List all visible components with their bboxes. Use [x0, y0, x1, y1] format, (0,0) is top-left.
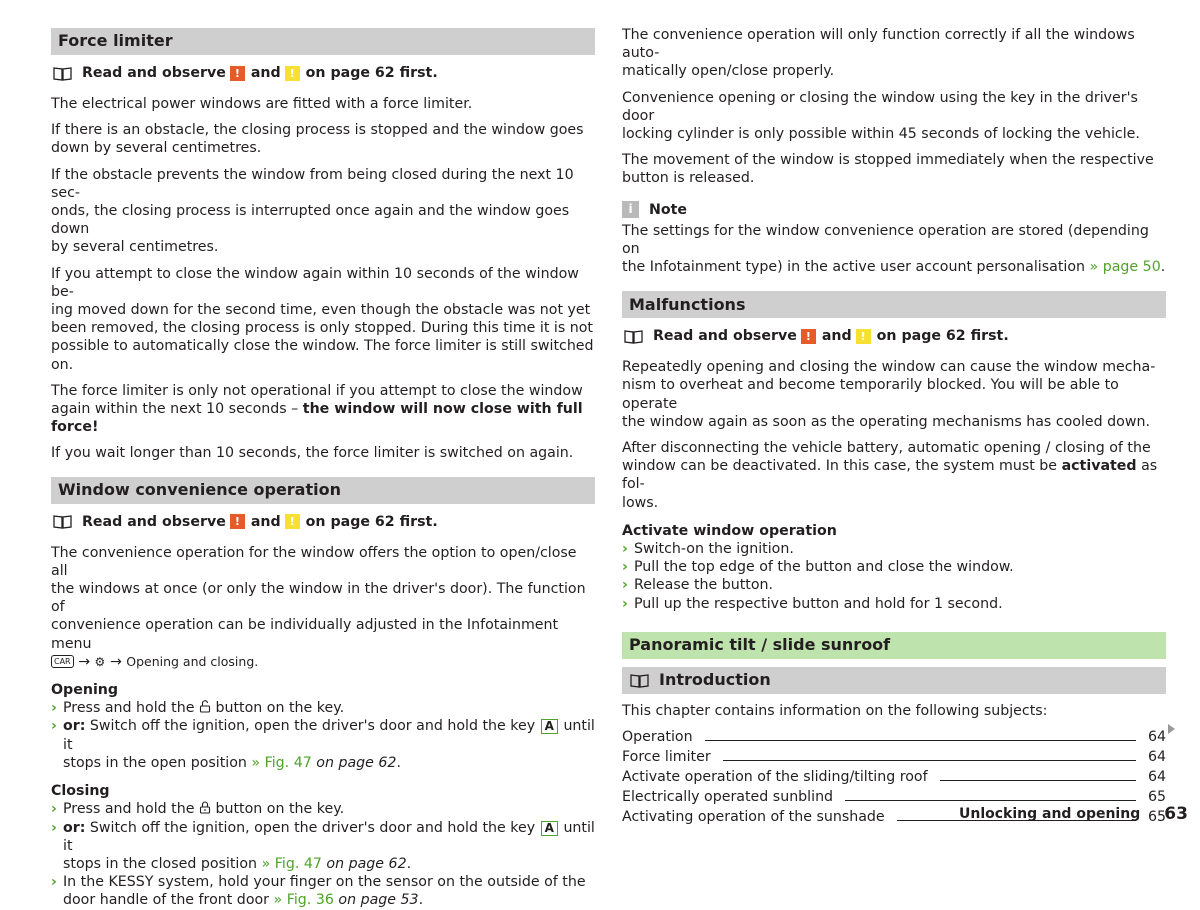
paragraph: [622, 439, 1166, 512]
chevron-right-icon: ›: [51, 718, 57, 735]
chevron-right-icon: ›: [51, 700, 57, 717]
read-observe-and: and: [250, 64, 281, 81]
step-item: [622, 540, 1166, 558]
warning-yellow-icon[interactable]: !: [856, 329, 871, 344]
list-text: [63, 800, 344, 818]
warning-text: the window will now close with full force!: [51, 401, 583, 436]
line: window can be deactivated. In this case, the system must be: [622, 458, 1062, 475]
warning-red-icon[interactable]: !: [230, 66, 245, 81]
info-icon: i: [622, 201, 639, 218]
chevron-right-icon: ›: [622, 541, 628, 558]
text: until it: [63, 819, 595, 854]
list-item: [51, 717, 595, 772]
page-footer: [959, 805, 1188, 823]
line: possible to automatically close the window. The force limiter is still switched: [51, 338, 594, 355]
text: or:: [63, 819, 86, 836]
chevron-right-icon: ›: [51, 801, 57, 818]
step-text: Pull the top edge of the button and close the window.: [634, 559, 1014, 576]
chevron-right-icon: ›: [51, 874, 57, 891]
text: or:: [63, 718, 86, 735]
menu-arrow: →: [78, 653, 91, 670]
note-text: The settings for the window convenience operation are stored (depending on the Infotainment type) in the active user account personalisation » page 50.: [622, 222, 1166, 276]
toc-leader: [723, 760, 1136, 761]
intro-text: This chapter contains information on the following subjects:: [622, 702, 1048, 719]
heading-text: Panoramic tilt / slide sunroof: [629, 635, 891, 655]
read-observe-and: and: [821, 328, 852, 345]
list-item: [51, 819, 595, 874]
toc-entry[interactable]: [622, 726, 1166, 746]
menu-arrow: →: [109, 653, 122, 670]
text: door handle of the front door: [63, 892, 270, 909]
section-heading-sunroof: [622, 632, 1166, 659]
list-text: In the KESSY system, hold your finger on the sensor on the outside of the door handle of the front door » Fig. 36 on page 53.: [63, 874, 586, 909]
heading-text: Introduction: [659, 670, 771, 690]
list-text: or: Switch off the ignition, open the driver's door and hold the key A until it stops in the closed position » Fig. 47 on page 62.: [63, 819, 595, 872]
line: locking cylinder is only possible within 45 seconds of locking the vehicle.: [622, 126, 1140, 143]
line: If there is an obstacle, the closing process is stopped and the window goes: [51, 122, 584, 139]
read-observe-pre: Read and observe: [82, 64, 226, 81]
heading-text: Window convenience operation: [58, 480, 341, 500]
text: stops in the open position: [63, 754, 247, 771]
convenience-body: [51, 544, 595, 910]
line: onds, the closing process is interrupted once again and the window goes down: [51, 203, 570, 238]
figure-link[interactable]: » Fig. 36: [273, 892, 334, 909]
step-item: [622, 558, 1166, 576]
page-ref: on page 62: [316, 754, 397, 771]
line: ing moved down for the second time, even though the obstacle was not yet: [51, 302, 591, 319]
toc-label: Operation: [622, 728, 693, 745]
step-text: Pull up the respective button and hold for 1 second.: [634, 595, 1003, 612]
line: matically open/close properly.: [622, 63, 835, 80]
toc-page: 64: [1148, 768, 1167, 785]
toc-label: Electrically operated sunblind: [622, 788, 834, 805]
toc-entry[interactable]: [622, 786, 1166, 806]
figure-link[interactable]: » Fig. 47: [261, 855, 322, 872]
toc-page: 65: [1148, 808, 1167, 825]
line: on.: [51, 356, 74, 373]
line: been removed, the closing process is only stopped. During this time it is not: [51, 320, 593, 337]
toc-page: 64: [1148, 748, 1167, 765]
closing-title: Closing: [51, 783, 110, 800]
line: The convenience operation for the window offers the option to open/close all: [51, 544, 577, 579]
paragraph: [622, 26, 1166, 81]
line: down by several centimetres.: [51, 140, 262, 157]
book-icon: [53, 66, 72, 81]
page-ref: on page 62: [326, 855, 407, 872]
paragraph: [622, 151, 1166, 187]
figure-link[interactable]: » Fig. 47: [251, 754, 312, 771]
read-observe-pre: Read and observe: [653, 328, 797, 345]
text: until it: [63, 718, 595, 753]
warning-yellow-icon[interactable]: !: [285, 514, 300, 529]
book-icon: [630, 673, 649, 688]
paragraph: The electrical power windows are fitted with a force limiter.: [51, 96, 473, 112]
toc-label: Activating operation of the sunshade: [622, 808, 885, 825]
text: In the KESSY system, hold your finger on the sensor on the outside of the: [63, 874, 586, 891]
emphasis: activated: [1061, 458, 1137, 475]
left-column: [51, 26, 595, 910]
paragraph: [51, 382, 595, 437]
read-observe-post: on page 62 first.: [305, 64, 438, 81]
line: If you attempt to close the window again within 10 seconds of the window be-: [51, 265, 579, 300]
text: stops in the closed position: [63, 855, 258, 872]
line: Repeatedly opening and closing the window can cause the window mecha-: [622, 359, 1156, 376]
step-item: [622, 576, 1166, 594]
list-text: [63, 699, 344, 717]
section-heading-convenience: [51, 477, 595, 504]
warning-red-icon[interactable]: !: [230, 514, 245, 529]
toc-leader: [845, 800, 1136, 801]
malfunctions-body: [622, 358, 1166, 613]
line: The convenience operation will only function correctly if all the windows auto-: [622, 27, 1135, 62]
footer-section-title: Unlocking and opening: [959, 806, 1141, 822]
lock-icon: [199, 801, 211, 814]
heading-text: Force limiter: [58, 31, 173, 51]
section-heading-introduction: [622, 667, 1166, 694]
car-menu-button[interactable]: CAR: [51, 655, 74, 668]
paragraph: If you wait longer than 10 seconds, the force limiter is switched on again.: [51, 445, 574, 462]
paragraph: [51, 166, 595, 257]
toc-leader: [940, 780, 1136, 781]
toc-entry[interactable]: [622, 766, 1166, 786]
text: Press and hold the: [63, 801, 195, 818]
heading-text: Malfunctions: [629, 294, 746, 314]
list-item: [51, 800, 595, 818]
toc-entry[interactable]: [622, 746, 1166, 766]
section-heading-force-limiter: [51, 28, 595, 55]
page-link[interactable]: » page 50: [1089, 259, 1161, 276]
next-page-arrow-icon[interactable]: [1168, 724, 1175, 734]
read-observe-line: [624, 326, 1166, 346]
paragraph: [622, 89, 1166, 144]
step-text: Switch-on the ignition.: [634, 541, 794, 558]
chevron-right-icon: ›: [622, 577, 628, 594]
step-text: Release the button.: [634, 577, 774, 594]
toc-leader: [705, 740, 1136, 741]
list-item: [51, 873, 595, 909]
line: the windows at once (or only the window in the driver's door). The function of: [51, 581, 586, 616]
read-observe-pre: Read and observe: [82, 513, 226, 530]
paragraph: [51, 121, 595, 157]
toc-page: 64: [1148, 728, 1167, 745]
toc-page: 65: [1148, 788, 1167, 805]
line: If the obstacle prevents the window from being closed during the next 10 sec-: [51, 166, 574, 201]
chevron-right-icon: ›: [622, 595, 628, 612]
note-box: [622, 200, 1166, 277]
note-header: [622, 200, 1166, 220]
warning-yellow-icon[interactable]: !: [285, 66, 300, 81]
read-observe-post: on page 62 first.: [876, 328, 1009, 345]
line: The settings for the window convenience operation are stored (depending on: [622, 222, 1149, 257]
list-text: or: Switch off the ignition, open the driver's door and hold the key A until it stops in the open position » Fig. 47 on page 62.: [63, 718, 595, 771]
text: button on the key.: [215, 801, 345, 818]
gear-icon[interactable]: ⚙: [94, 654, 106, 669]
read-observe-line: [53, 63, 595, 83]
line: Convenience opening or closing the window using the key in the driver's door: [622, 89, 1138, 124]
step-item: [622, 595, 1166, 613]
toc-label: Force limiter: [622, 748, 711, 765]
warning-red-icon[interactable]: !: [801, 329, 816, 344]
line: by several centimetres.: [51, 239, 219, 256]
line: lows.: [622, 494, 659, 511]
chevron-right-icon: ›: [51, 819, 57, 836]
line: After disconnecting the vehicle battery, automatic opening / closing of the: [622, 440, 1151, 457]
text: Switch off the ignition, open the driver's door and hold the key: [85, 718, 536, 735]
line: The force limiter is only not operational if you attempt to close the window: [51, 382, 583, 399]
line: the window again as soon as the operating mechanisms has cooled down.: [622, 413, 1150, 430]
read-observe-and: and: [250, 513, 281, 530]
unlock-icon: [199, 700, 211, 713]
read-observe-line: [53, 512, 595, 532]
line: convenience operation can be individually adjusted in the Infotainment menu: [51, 617, 559, 652]
text: Press and hold the: [63, 700, 195, 717]
activate-title: Activate window operation: [622, 522, 837, 539]
line: the Infotainment type) in the active user account personalisation: [622, 259, 1086, 276]
line: again within the next 10 seconds –: [51, 401, 303, 418]
right-column: [622, 26, 1166, 826]
chevron-right-icon: ›: [622, 559, 628, 576]
paragraph: [51, 544, 595, 671]
book-icon: [53, 514, 72, 529]
line: as fol-: [622, 458, 1158, 493]
key-a-label: A: [541, 821, 558, 836]
menu-path: Opening and closing.: [126, 653, 259, 669]
line: nism to overheat and become temporarily blocked. You will be able to operate: [622, 377, 1119, 412]
line: The movement of the window is stopped immediately when the respective: [622, 152, 1154, 169]
note-title: Note: [649, 201, 688, 218]
paragraph: [622, 358, 1166, 431]
read-observe-post: on page 62 first.: [305, 513, 438, 530]
text: button on the key.: [215, 700, 345, 717]
force-limiter-body: [51, 95, 595, 463]
line: button is released.: [622, 170, 755, 187]
text: Switch off the ignition, open the driver's door and hold the key: [85, 819, 536, 836]
toc-label: Activate operation of the sliding/tilting roof: [622, 768, 928, 785]
book-icon: [624, 329, 643, 344]
list-item: [51, 699, 595, 717]
key-a-label: A: [541, 719, 558, 734]
opening-title: Opening: [51, 682, 119, 699]
section-heading-malfunctions: [622, 291, 1166, 318]
paragraph: [51, 265, 595, 374]
page-number: 63: [1164, 804, 1188, 824]
page-ref: on page 53: [338, 892, 419, 909]
